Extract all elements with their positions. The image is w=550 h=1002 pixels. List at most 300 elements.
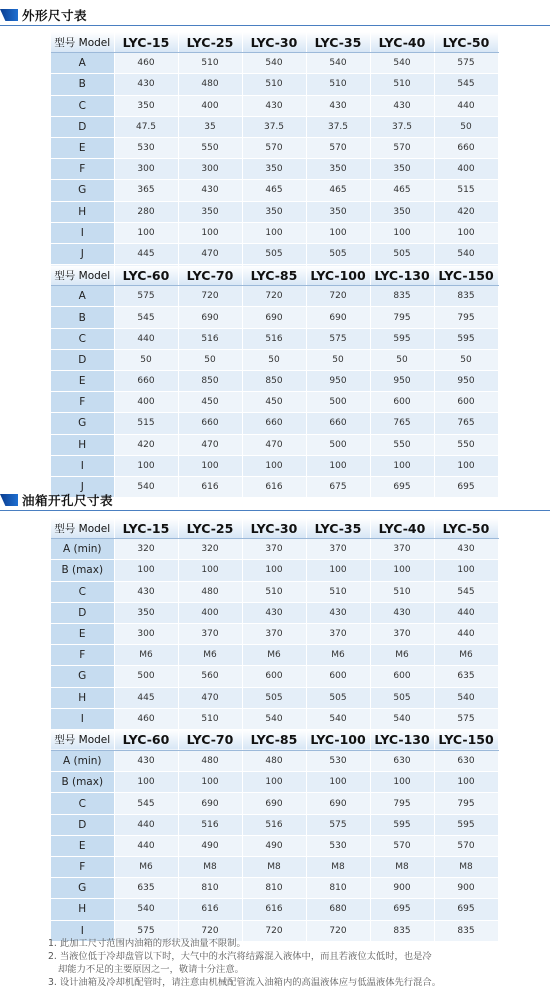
dimension-value: 720 <box>178 920 242 941</box>
dimension-value: 50 <box>434 349 498 370</box>
notes <box>48 937 508 989</box>
model-column-header: LYC-130 <box>370 729 434 750</box>
dimension-label: B (max) <box>51 560 114 581</box>
dimension-value: 440 <box>434 623 498 644</box>
dimension-value: 516 <box>242 328 306 349</box>
dimension-label: J <box>51 476 114 497</box>
dimension-value: 795 <box>370 307 434 328</box>
dimension-label: H <box>51 434 114 455</box>
model-header: 型号 Model <box>51 32 114 53</box>
dimension-value: 795 <box>370 793 434 814</box>
dimension-value: 720 <box>306 286 370 307</box>
dimension-value: 480 <box>178 581 242 602</box>
table-row <box>51 835 498 856</box>
dimension-value: 530 <box>114 137 178 158</box>
dimension-value: 835 <box>434 920 498 941</box>
dimension-value: 950 <box>434 371 498 392</box>
dimension-label: F <box>51 857 114 878</box>
dimension-value: 430 <box>178 180 242 201</box>
dimension-value: 575 <box>434 53 498 74</box>
dimension-value: 516 <box>242 814 306 835</box>
dimension-value: 350 <box>242 201 306 222</box>
dimension-value: 550 <box>178 137 242 158</box>
dimension-value: M6 <box>114 645 178 666</box>
table-row <box>51 328 498 349</box>
dimension-value: 515 <box>114 413 178 434</box>
header-row <box>51 729 498 750</box>
dimension-value: 100 <box>178 455 242 476</box>
dimension-value: 50 <box>178 349 242 370</box>
model-column-header: LYC-15 <box>114 518 178 539</box>
dimension-value: 635 <box>114 878 178 899</box>
dimension-value: 690 <box>306 307 370 328</box>
dimension-value: 100 <box>242 772 306 793</box>
note-1: 1. 此加工尺寸范围内油箱的形状及油量不限制。 <box>48 938 246 949</box>
dimension-value: 450 <box>178 392 242 413</box>
dimension-value: 430 <box>306 95 370 116</box>
dimension-value: 575 <box>306 328 370 349</box>
dimension-value: 510 <box>306 74 370 95</box>
dimension-value: 595 <box>434 328 498 349</box>
section-marker-icon <box>0 494 18 506</box>
dimension-label: E <box>51 835 114 856</box>
dimension-value: 635 <box>434 666 498 687</box>
dimension-label: B <box>51 74 114 95</box>
dimension-value: 490 <box>242 835 306 856</box>
dimension-value: 540 <box>370 708 434 729</box>
dimension-value: 600 <box>434 392 498 413</box>
dimension-value: 510 <box>370 581 434 602</box>
model-column-header: LYC-30 <box>242 518 306 539</box>
model-column-header: LYC-70 <box>178 265 242 286</box>
dimension-value: 100 <box>370 455 434 476</box>
model-header: 型号 Model <box>51 265 114 286</box>
dimension-value: 595 <box>370 328 434 349</box>
table-row <box>51 793 498 814</box>
dimension-value: 505 <box>370 687 434 708</box>
dimension-value: 100 <box>242 455 306 476</box>
dimension-value: 370 <box>370 623 434 644</box>
table-row <box>51 434 498 455</box>
dimension-value: 500 <box>114 666 178 687</box>
dimension-value: 50 <box>306 349 370 370</box>
dimension-label: C <box>51 581 114 602</box>
dimension-value: 540 <box>114 476 178 497</box>
note-2-continued: 却能力不足的主要原因之一，敬请十分注意。 <box>58 964 244 975</box>
dimension-value: 570 <box>370 835 434 856</box>
dimension-value: 720 <box>178 286 242 307</box>
dimension-value: 850 <box>242 371 306 392</box>
table-row <box>51 751 498 772</box>
dimension-value: 505 <box>242 687 306 708</box>
model-column-header: LYC-50 <box>434 518 498 539</box>
note-2: 2. 当液位低于冷却盘管以下时，大气中的水汽将结露混入液体中，而且若液位太低时，也是冷 <box>48 951 432 962</box>
dimension-value: 505 <box>242 243 306 264</box>
section-marker-icon <box>0 9 18 21</box>
dimension-value: 465 <box>370 180 434 201</box>
dimension-value: 47.5 <box>114 116 178 137</box>
dimension-value: 510 <box>242 581 306 602</box>
dimension-value: 370 <box>306 539 370 560</box>
dimension-value: 545 <box>434 581 498 602</box>
dimension-value: 660 <box>242 413 306 434</box>
dimension-value: 540 <box>306 708 370 729</box>
dimension-label: F <box>51 392 114 413</box>
dimension-label: G <box>51 413 114 434</box>
dimension-value: 540 <box>434 243 498 264</box>
dimension-value: 510 <box>370 74 434 95</box>
table-row <box>51 560 498 581</box>
dimension-label: A (min) <box>51 539 114 560</box>
dimension-value: 100 <box>370 772 434 793</box>
dimension-label: D <box>51 116 114 137</box>
dimension-value: 465 <box>306 180 370 201</box>
dimension-value: 616 <box>178 476 242 497</box>
dimension-value: 100 <box>114 772 178 793</box>
dimension-value: 300 <box>114 159 178 180</box>
model-column-header: LYC-40 <box>370 32 434 53</box>
dimension-value: 445 <box>114 687 178 708</box>
model-column-header: LYC-70 <box>178 729 242 750</box>
dimension-value: 440 <box>434 602 498 623</box>
dimension-value: 350 <box>242 159 306 180</box>
dimension-value: 430 <box>306 602 370 623</box>
dimension-label: D <box>51 602 114 623</box>
dimension-value: 616 <box>178 899 242 920</box>
dimension-value: 616 <box>242 476 306 497</box>
dimension-label: H <box>51 687 114 708</box>
table-row <box>51 201 498 222</box>
dimension-value: 810 <box>242 878 306 899</box>
dimension-value: 430 <box>114 74 178 95</box>
dimension-value: 720 <box>306 920 370 941</box>
dimension-value: 550 <box>370 434 434 455</box>
dimension-label: D <box>51 814 114 835</box>
dimension-value: 695 <box>370 899 434 920</box>
dimension-value: 720 <box>242 286 306 307</box>
dimension-value: 430 <box>370 602 434 623</box>
table-row <box>51 623 498 644</box>
dimension-label: E <box>51 371 114 392</box>
dimension-value: 720 <box>242 920 306 941</box>
dimension-value: 470 <box>178 434 242 455</box>
dimension-value: 300 <box>114 623 178 644</box>
dimension-value: 835 <box>370 286 434 307</box>
dimension-value: 37.5 <box>306 116 370 137</box>
dimension-value: 850 <box>178 371 242 392</box>
dimension-label: J <box>51 243 114 264</box>
dimension-value: 695 <box>434 476 498 497</box>
dimension-value: 595 <box>370 814 434 835</box>
dimensions-table <box>51 32 499 498</box>
dimension-value: 575 <box>306 814 370 835</box>
table-row <box>51 286 498 307</box>
dimension-label: I <box>51 455 114 476</box>
dimension-value: 516 <box>178 814 242 835</box>
dimension-label: C <box>51 793 114 814</box>
section-title: 油箱开孔尺寸表 <box>22 493 114 508</box>
dimension-value: 370 <box>242 623 306 644</box>
dimension-value: 350 <box>306 159 370 180</box>
table-row <box>51 539 498 560</box>
dimension-value: 37.5 <box>242 116 306 137</box>
dimension-value: 530 <box>306 835 370 856</box>
dimension-label: C <box>51 95 114 116</box>
dimension-label: G <box>51 180 114 201</box>
dimension-value: M6 <box>178 645 242 666</box>
dimension-value: 420 <box>114 434 178 455</box>
table-row <box>51 666 498 687</box>
dimension-value: 540 <box>434 687 498 708</box>
dimension-value: 300 <box>178 159 242 180</box>
dimension-value: M6 <box>114 857 178 878</box>
dimension-value: 370 <box>370 539 434 560</box>
section-header-tank-cutout <box>0 489 550 511</box>
dimension-label: E <box>51 137 114 158</box>
dimension-value: 540 <box>306 53 370 74</box>
dimension-label: B (max) <box>51 772 114 793</box>
dimension-value: 100 <box>434 772 498 793</box>
table-row <box>51 307 498 328</box>
dimension-value: 100 <box>370 222 434 243</box>
note-3: 3. 设计油箱及冷却机配管时，请注意由机械配管流入油箱内的高温液体应与低温液体先行混合。 <box>48 977 441 988</box>
dimension-label: I <box>51 708 114 729</box>
model-header: 型号 Model <box>51 729 114 750</box>
dimension-value: 695 <box>434 899 498 920</box>
dimension-value: 37.5 <box>370 116 434 137</box>
table-row <box>51 159 498 180</box>
dimension-value: 100 <box>306 560 370 581</box>
header-row <box>51 265 498 286</box>
dimension-label: A (min) <box>51 751 114 772</box>
model-column-header: LYC-60 <box>114 729 178 750</box>
header-row <box>51 518 498 539</box>
dimension-value: 505 <box>306 687 370 708</box>
model-column-header: LYC-60 <box>114 265 178 286</box>
dimension-value: 540 <box>114 899 178 920</box>
dimension-value: 690 <box>242 793 306 814</box>
dimension-value: 795 <box>434 307 498 328</box>
section-header-dimensions <box>0 4 550 26</box>
model-column-header: LYC-150 <box>434 729 498 750</box>
dimension-value: M8 <box>434 857 498 878</box>
table-row <box>51 645 498 666</box>
dimension-value: M6 <box>242 645 306 666</box>
table-row <box>51 581 498 602</box>
dimension-value: 420 <box>434 201 498 222</box>
dimension-value: 320 <box>114 539 178 560</box>
dimension-label: I <box>51 920 114 941</box>
dimension-value: 440 <box>114 328 178 349</box>
dimension-value: 430 <box>370 95 434 116</box>
section-rule <box>0 25 550 26</box>
dimension-value: 765 <box>434 413 498 434</box>
model-column-header: LYC-100 <box>306 265 370 286</box>
dimension-value: 810 <box>306 878 370 899</box>
table-row <box>51 772 498 793</box>
dimension-value: 100 <box>306 772 370 793</box>
model-column-header: LYC-85 <box>242 729 306 750</box>
dimension-value: 540 <box>242 708 306 729</box>
dimension-value: 445 <box>114 243 178 264</box>
dimension-value: 430 <box>114 581 178 602</box>
model-column-header: LYC-40 <box>370 518 434 539</box>
dimension-value: 765 <box>370 413 434 434</box>
dimension-label: H <box>51 201 114 222</box>
dimension-value: 690 <box>242 307 306 328</box>
dimension-value: 100 <box>178 560 242 581</box>
dimension-value: 500 <box>306 434 370 455</box>
dimension-value: 400 <box>178 602 242 623</box>
dimension-value: 660 <box>178 413 242 434</box>
dimension-value: 575 <box>114 920 178 941</box>
dimension-value: M6 <box>434 645 498 666</box>
dimension-value: 515 <box>434 180 498 201</box>
dimension-value: 430 <box>242 602 306 623</box>
dimension-value: 690 <box>306 793 370 814</box>
dimension-value: 516 <box>178 328 242 349</box>
dimension-value: 460 <box>114 53 178 74</box>
table-row <box>51 602 498 623</box>
dimension-value: 350 <box>370 201 434 222</box>
table-row <box>51 349 498 370</box>
dimension-value: 320 <box>178 539 242 560</box>
dimension-value: 370 <box>178 623 242 644</box>
model-column-header: LYC-50 <box>434 32 498 53</box>
dimension-value: 100 <box>114 560 178 581</box>
dimension-value: 690 <box>178 793 242 814</box>
dimension-value: 50 <box>434 116 498 137</box>
dimension-value: 950 <box>306 371 370 392</box>
dimension-value: 350 <box>370 159 434 180</box>
dimension-value: 810 <box>178 878 242 899</box>
dimension-value: 100 <box>370 560 434 581</box>
dimension-value: 430 <box>242 95 306 116</box>
model-column-header: LYC-150 <box>434 265 498 286</box>
dimension-value: 570 <box>242 137 306 158</box>
dimension-value: 480 <box>242 751 306 772</box>
dimension-value: 510 <box>242 74 306 95</box>
table-row <box>51 95 498 116</box>
table-row <box>51 180 498 201</box>
model-column-header: LYC-35 <box>306 32 370 53</box>
dimension-label: B <box>51 307 114 328</box>
dimension-value: 470 <box>178 687 242 708</box>
dimension-value: 370 <box>242 539 306 560</box>
table-row <box>51 899 498 920</box>
dimension-value: 530 <box>306 751 370 772</box>
dimension-value: 400 <box>178 95 242 116</box>
dimension-value: 660 <box>306 413 370 434</box>
dimension-value: 900 <box>434 878 498 899</box>
model-column-header: LYC-130 <box>370 265 434 286</box>
table-row <box>51 243 498 264</box>
dimension-label: C <box>51 328 114 349</box>
dimension-value: 490 <box>178 835 242 856</box>
dimension-value: 100 <box>178 772 242 793</box>
dimension-value: 570 <box>434 835 498 856</box>
dimension-value: 680 <box>306 899 370 920</box>
model-header: 型号 Model <box>51 518 114 539</box>
dimension-value: 510 <box>306 581 370 602</box>
dimension-label: A <box>51 286 114 307</box>
dimension-value: 100 <box>434 560 498 581</box>
dimension-value: 600 <box>242 666 306 687</box>
dimension-value: 545 <box>114 307 178 328</box>
dimension-value: 100 <box>114 455 178 476</box>
dimension-value: M8 <box>242 857 306 878</box>
dimension-value: 545 <box>434 74 498 95</box>
dimension-value: 570 <box>370 137 434 158</box>
model-column-header: LYC-25 <box>178 32 242 53</box>
dimension-value: 100 <box>434 455 498 476</box>
dimension-value: 35 <box>178 116 242 137</box>
dimension-value: 50 <box>242 349 306 370</box>
dimension-value: 660 <box>434 137 498 158</box>
dimension-value: 900 <box>370 878 434 899</box>
model-column-header: LYC-85 <box>242 265 306 286</box>
dimension-value: M6 <box>306 645 370 666</box>
dimension-value: 550 <box>434 434 498 455</box>
dimension-value: 600 <box>306 666 370 687</box>
table-row <box>51 74 498 95</box>
dimension-value: 505 <box>370 243 434 264</box>
dimension-value: 570 <box>306 137 370 158</box>
dimension-label: A <box>51 53 114 74</box>
table-row <box>51 222 498 243</box>
model-column-header: LYC-15 <box>114 32 178 53</box>
dimension-value: 480 <box>178 751 242 772</box>
dimension-value: M6 <box>370 645 434 666</box>
dimension-value: 280 <box>114 201 178 222</box>
section-title: 外形尺寸表 <box>22 8 88 23</box>
dimension-value: 575 <box>434 708 498 729</box>
dimension-value: 350 <box>178 201 242 222</box>
table-row <box>51 53 498 74</box>
dimension-value: 545 <box>114 793 178 814</box>
dimension-value: 630 <box>370 751 434 772</box>
dimension-value: M8 <box>306 857 370 878</box>
dimension-value: 505 <box>306 243 370 264</box>
section-rule <box>0 510 550 511</box>
table-row <box>51 413 498 434</box>
table-row <box>51 814 498 835</box>
dimension-label: G <box>51 666 114 687</box>
header-row <box>51 32 498 53</box>
dimension-value: 430 <box>114 751 178 772</box>
dimension-value: 600 <box>370 392 434 413</box>
dimension-value: 100 <box>434 222 498 243</box>
model-column-header: LYC-35 <box>306 518 370 539</box>
dimension-label: F <box>51 159 114 180</box>
tank-cutout-table <box>51 518 499 942</box>
table-row <box>51 371 498 392</box>
model-column-header: LYC-100 <box>306 729 370 750</box>
dimension-value: 690 <box>178 307 242 328</box>
dimension-value: 560 <box>178 666 242 687</box>
dimension-value: 470 <box>242 434 306 455</box>
dimension-value: 595 <box>434 814 498 835</box>
table-row <box>51 857 498 878</box>
dimension-value: 950 <box>370 371 434 392</box>
dimension-value: 540 <box>242 53 306 74</box>
table-row <box>51 708 498 729</box>
dimension-value: 660 <box>114 371 178 392</box>
dimension-value: 100 <box>114 222 178 243</box>
dimension-value: 100 <box>242 222 306 243</box>
dimension-value: 460 <box>114 708 178 729</box>
dimension-value: 795 <box>434 793 498 814</box>
